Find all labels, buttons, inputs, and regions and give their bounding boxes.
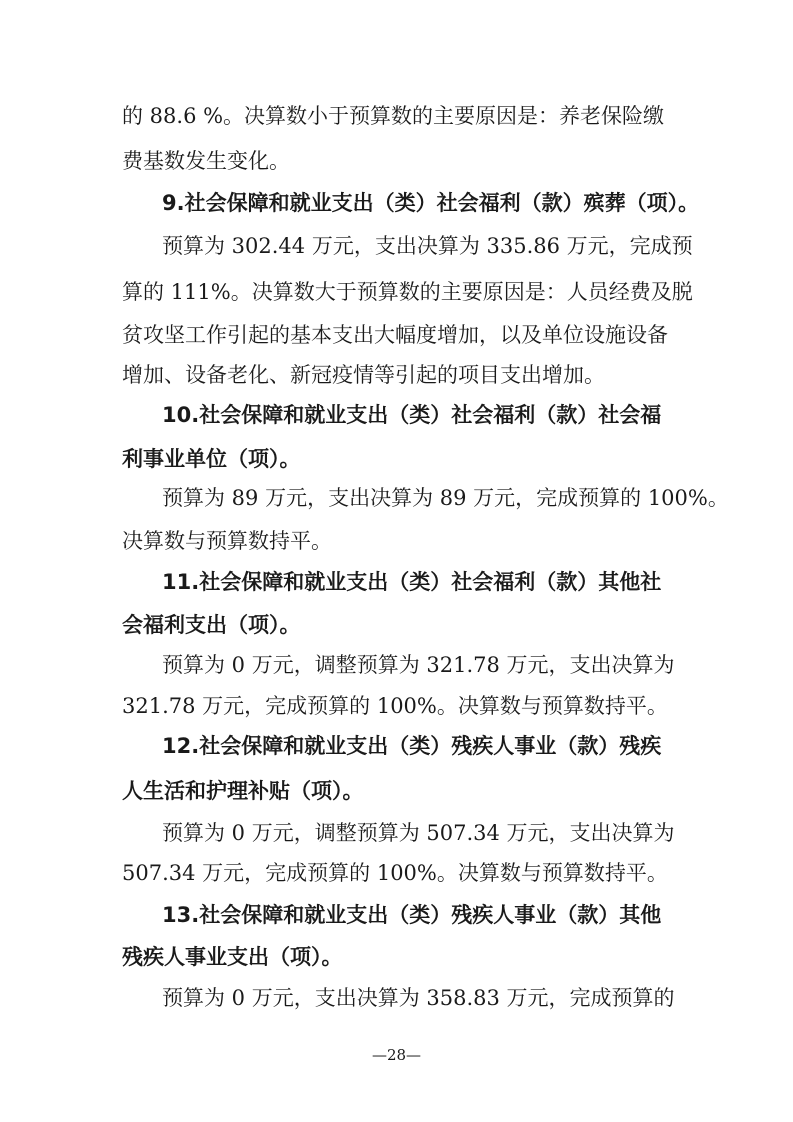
section-heading-9: 9.社会保障和就业支出（类）社会福利（款）殡葬（项）。	[162, 191, 700, 215]
section-heading-10-cont: 利事业单位（项）。	[122, 447, 301, 471]
paragraph-line: 预算为 0 万元，支出决算为 358.83 万元，完成预算的	[162, 986, 675, 1010]
section-heading-11: 11.社会保障和就业支出（类）社会福利（款）其他社	[162, 570, 662, 594]
paragraph-line: 预算为 302.44 万元，支出决算为 335.86 万元，完成预	[162, 234, 693, 258]
paragraph-line: 费基数发生变化。	[122, 149, 290, 173]
paragraph-line: 321.78 万元，完成预算的 100%。决算数与预算数持平。	[122, 694, 668, 718]
paragraph-line: 增加、设备老化、新冠疫情等引起的项目支出增加。	[122, 363, 605, 387]
paragraph-line: 预算为 89 万元，支出决算为 89 万元，完成预算的 100%。	[162, 486, 729, 510]
section-heading-13-cont: 残疾人事业支出（项）。	[122, 945, 343, 969]
paragraph-line: 预算为 0 万元，调整预算为 321.78 万元，支出决算为	[162, 653, 675, 677]
section-heading-12: 12.社会保障和就业支出（类）残疾人事业（款）残疾	[162, 734, 662, 758]
section-heading-12-cont: 人生活和护理补贴（项）。	[122, 779, 364, 803]
paragraph-line: 算的 111%。决算数大于预算数的主要原因是：人员经费及脱	[122, 280, 693, 304]
paragraph-line: 的 88.6 %。决算数小于预算数的主要原因是：养老保险缴	[122, 104, 665, 128]
paragraph-line: 预算为 0 万元，调整预算为 507.34 万元，支出决算为	[162, 821, 675, 845]
page-number: —28—	[371, 1046, 422, 1064]
paragraph-line: 决算数与预算数持平。	[122, 529, 332, 553]
section-heading-10: 10.社会保障和就业支出（类）社会福利（款）社会福	[162, 403, 662, 427]
paragraph-line: 贫攻坚工作引起的基本支出大幅度增加，以及单位设施设备	[122, 323, 668, 347]
section-heading-13: 13.社会保障和就业支出（类）残疾人事业（款）其他	[162, 903, 662, 927]
section-heading-11-cont: 会福利支出（项）。	[122, 613, 301, 637]
paragraph-line: 507.34 万元，完成预算的 100%。决算数与预算数持平。	[122, 861, 668, 885]
